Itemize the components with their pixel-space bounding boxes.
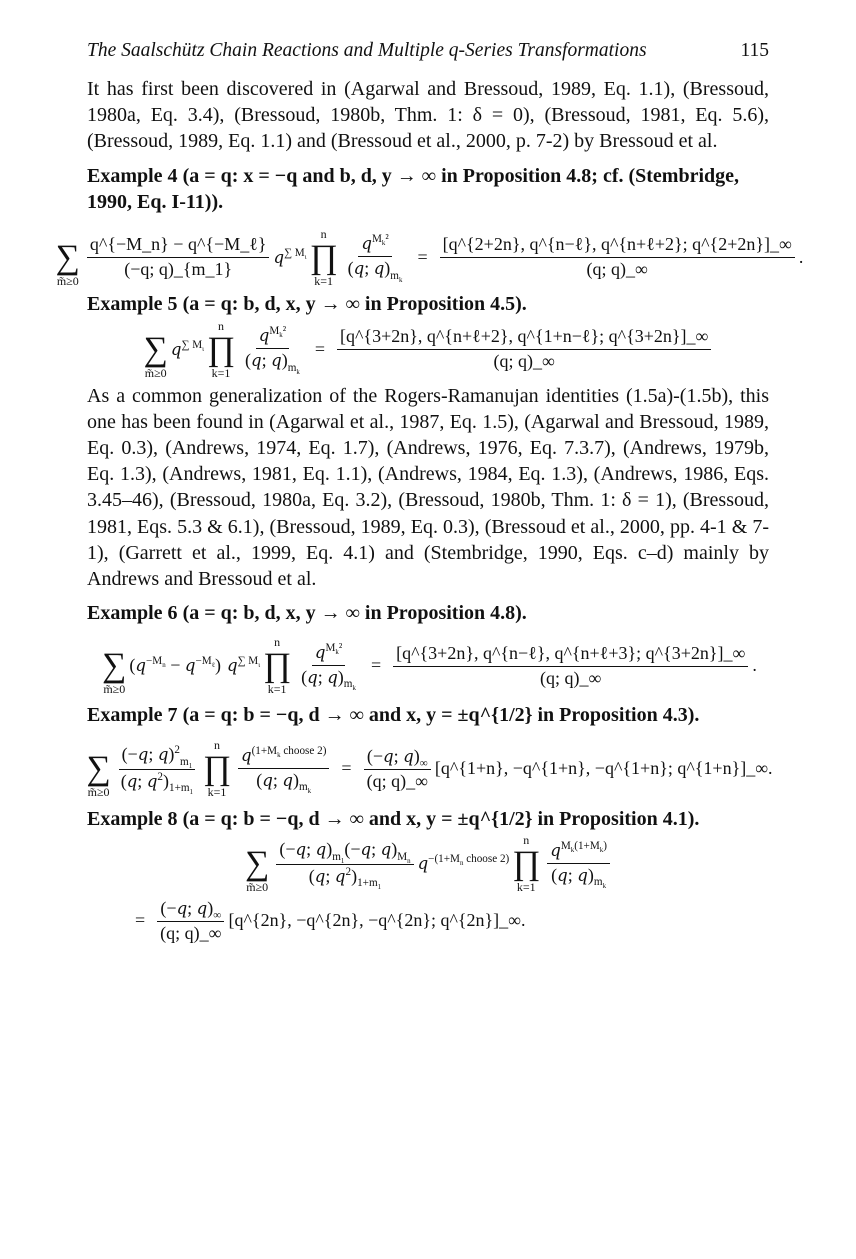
example-8-heading (87, 806, 769, 832)
equation-example-4: ∑ m̃≥0 $\frac{\text{q\textasciicircum{}\{−M\_n\} − q\textasciicircum{}\{−M\_ℓ\}}}{(-q; q)\_\{m\_1\}}$ $q^{\sum M_\iota}$ n ∏ k=1 $\frac{q^{M_k^2}}{(q; q)_{m_k}}$ = $\frac{\text{[q\textasciicircum{}\{2+2n\}, q\textasciicircum{}\{n−ℓ\}, q\textasciicircum{}\{n+ℓ+2\}; q\textasciicircum{}\{2+2n\}]\_∞}}{(q; q)\_\infty}$ . (55, 226, 804, 288)
bracket-term: [q^{2n}, −q^{2n}, −q^{2n}; q^{2n}]_∞ (228, 910, 522, 931)
product-operator: n ∏ k=1 (206, 318, 235, 380)
example-8-label: Example 8 (87, 808, 178, 831)
equation-example-8 (87, 832, 769, 896)
fraction-rhs: $\frac{(-q; q)_\infty}{(q; q)\_\infty}$ (157, 899, 224, 944)
example-8-condition: (a = q: b = −q, d → ∞ and x, y = ±q^{1/2} in Proposition 4.1). (182, 808, 700, 831)
fraction: $\frac{(-q; q)^2_{m_1}}{(q; q^2)_{1+m_1}}$ (118, 745, 196, 794)
bracket-term: [q^{1+n}, −q^{1+n}, −q^{1+n}; q^{1+n}]_∞ (434, 758, 769, 779)
equation-example-7: ∑ m̃≥0 $\frac{(-q; q)^2_{m_1}}{(q; q^2)_{1+m_1}}$ n ∏ k=1 $\frac{q^{(1+M_k choose 2)}}{(q; q)_{m_k}}$ = $\frac{(-q; q)_\infty}{(q; q)\_\infty}$ [q^{1+n}, −q^{1+n}, −q^{1+n}; q^{1+n}]_∞ . (86, 738, 773, 800)
example-5-condition: (a = q: b, d, x, y → ∞ in Proposition 4.5). (182, 292, 527, 315)
equation-example-5: ∑ m̃≥0 $q^{\sum M_\iota}$ n ∏ k=1 $\frac{q^{M_k^2}}{(q; q)_{m_k}}$ = $\frac{\text{[q\textasciicircum{}\{3+2n\}, q\textasciicircum{}\{n+ℓ+2\}, q\textasciicircum{}\{1+n−ℓ\}; q\textasciicircum{}\{3+2n\}]\_∞}}{(q; q)\_\infty}$ (87, 317, 769, 383)
running-header (87, 40, 769, 68)
paragraph-1: It has first been discovered in (Agarwal and Bressoud, 1989, Eq. 1.1), (Bressoud, 1980a, Eq. 3.4), (Bressoud, 1980b, Thm. 1: δ = 0), (Bressoud, 1981, Eq. 5.6), (Bressoud, 1989, Eq. 1.1) and (Bressoud et al., 2000, p. 7-2) by Bressoud et al. (87, 78, 769, 153)
product-operator: n ∏ k=1 (263, 635, 292, 697)
example-6-condition: (a = q: b, d, x, y → ∞ in Proposition 4.8). (182, 602, 527, 625)
fraction-rhs: $\frac{(-q; q)_\infty}{(q; q)\_\infty}$ (364, 747, 431, 792)
example-5-heading (87, 291, 769, 317)
fraction: $\frac{q^{M_k^2}}{(q; q)_{m_k}}$ (301, 641, 356, 693)
fraction: $\frac{q^{M_k^2}}{(q; q)_{m_k}}$ (347, 233, 403, 284)
sum-operator: ∑ m̃≥0 (86, 750, 111, 800)
product-operator: n ∏ k=1 (512, 833, 541, 895)
sum-operator: ∑ m̃≥0 (245, 845, 270, 895)
page-number: 115 (740, 40, 769, 61)
example-4-condition: (a = q: x = −q and b, d, y → ∞ in Proposition 4.8; cf. (Stembridge, 1990, Eq. I-11)). (87, 164, 740, 213)
fraction: $\frac{q^{M_k(1+M_k)}}{(q; q)_{m_k}}$ (547, 841, 610, 888)
example-5-label: Example 5 (87, 292, 178, 315)
equation-example-6: ∑ m̃≥0 $(q^{-M_n} - q^{-M_\ell})$ $q^{\sum M_\iota}$ n ∏ k=1 $\frac{q^{M_k^2}}{(q; q)_{m_k}}$ = $\frac{\text{[q\textasciicircum{}\{3+2n\}, q\textasciicircum{}\{n−ℓ\}, q\textasciicircum{}\{n+ℓ+3\}; q\textasciicircum{}\{3+2n\}]\_∞}}{(q; q)\_\infty}$ . (102, 635, 757, 697)
exponent-q: $q^{\sum M_\iota}$ (226, 655, 261, 676)
example-7-heading (87, 702, 769, 728)
paren-term: $(q^{-M_n} - q^{-M_\ell})$ (129, 655, 221, 676)
equation-example-8-rhs: = $\frac{(-q; q)_\infty}{(q; q)\_\infty}$ [q^{2n}, −q^{2n}, −q^{2n}; q^{2n}]_∞ . (135, 897, 526, 943)
exponent-q: $q^{\sum M_\iota}$ (273, 246, 307, 267)
exponent-q: $q^{-(1+M_n choose 2)}$ (417, 853, 510, 874)
exponent-q: $q^{\sum M_\iota}$ (170, 338, 204, 359)
fraction: $\frac{q^{M_k^2}}{(q; q)_{m_k}}$ (244, 325, 300, 376)
fraction: $\frac{(-q; q)_{m_1}(-q; q)_{M_n}}{(q; q^2)_{1+m_1}}$ (276, 840, 413, 889)
fraction-rhs: $\frac{\text{[q\textasciicircum{}\{3+2n\}, q\textasciicircum{}\{n+ℓ+2\}, q\textasciicircum{}\{1+n−ℓ\}; q\textasciicircum{}\{3+2n\}]\_∞}}{(q; q)\_\infty}$ (337, 327, 711, 372)
paragraph-2: As a common generalization of the Rogers-Ramanujan identities (1.5a)-(1.5b), this one has been found in (Agarwal et al., 1987, Eq. 1.5), (Agarwal and Bressoud, 1989, Eq. 0.3), (Andrews, 1974, Eq. 1.7), (Andrews, 1976, Eq. 7.3.7), (Andrews, 1979b, Eq. 1.3), (Andrews, 1981, Eq. 1.1), (Andrews, 1984, Eq. 1.3), (Andrews, 1986, Eqs. 3.45–46), (Bressoud, 1980a, Eq. 3.2), (Bressoud, 1980b, Thm. 1: δ = 1), (Bressoud, 1981, Eqs. 5.3 & 6.1), (Bressoud, 1989, Eq. 0.3), (Bressoud et al., 2000, pp. 4-1 & 7-1), (Garrett et al., 1999, Eq. 4.1) and (Stembridge, 1990, Eqs. c–d) mainly by Andrews and Bressoud et al. (87, 384, 769, 591)
example-4-label: Example 4 (87, 164, 178, 187)
sum-operator: ∑ m̃≥0 (102, 647, 127, 697)
product-operator: n ∏ k=1 (203, 738, 231, 800)
page (55, 40, 804, 946)
sum-operator: ∑ m̃≥0 (55, 238, 80, 288)
example-6-heading (87, 600, 769, 626)
fraction: $\frac{q^{(1+M_k choose 2)}}{(q; q)_{m_k}}$ (238, 746, 329, 793)
example-7-condition: (a = q: b = −q, d → ∞ and x, y = ±q^{1/2} in Proposition 4.3). (182, 704, 700, 727)
running-title: The Saalschütz Chain Reactions and Multiple q-Series Transformations (87, 40, 647, 61)
product-operator: n ∏ k=1 (309, 226, 338, 288)
example-4-heading (87, 163, 769, 215)
fraction: $\frac{\text{q\textasciicircum{}\{−M\_n\} − q\textasciicircum{}\{−M\_ℓ\}}}{(-q; q)\_\{m\_1\}}$ (87, 235, 270, 280)
fraction-rhs: $\frac{\text{[q\textasciicircum{}\{2+2n\}, q\textasciicircum{}\{n−ℓ\}, q\textasciicircum{}\{n+ℓ+2\}; q\textasciicircum{}\{2+2n\}]\_∞}}{(q; q)\_\infty}$ (440, 235, 795, 280)
example-6-label: Example 6 (87, 602, 178, 625)
sum-operator: ∑ m̃≥0 (143, 330, 168, 380)
example-7-label: Example 7 (87, 704, 178, 727)
fraction-rhs: $\frac{\text{[q\textasciicircum{}\{3+2n\}, q\textasciicircum{}\{n−ℓ\}, q\textasciicircum{}\{n+ℓ+3\}; q\textasciicircum{}\{3+2n\}]\_∞}}{(q; q)\_\infty}$ (393, 644, 748, 689)
